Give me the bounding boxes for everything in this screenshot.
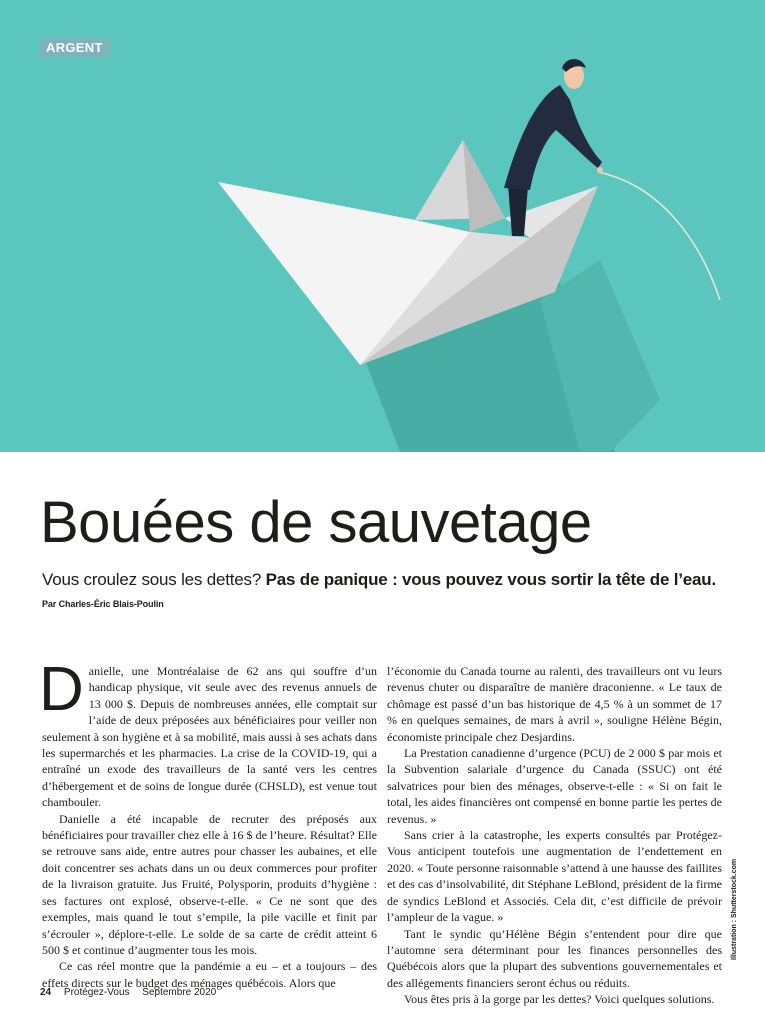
paragraph: Danielle a été incapable de recruter des préposés aux bénéficiaires pour travailler chez elle à 16 $ de l’heure. Résultat? Elle se retrouve sans aide, entre autres pour chasser les aubaines, et elle doit concentrer ses achats dans un ou deux commerces pour profiter de la livraison gratuite. Jus Fruité, Polysporin, produits d’hygiène : ses factures ont explosé, observe-t-elle. « Ce ne sont que des exemples, mais quand le tout s’empile, la pile vacille et finit par s’écrouler », déplore-t-elle. Le solde de sa carte de crédit atteint 6 500 $ et continue d’augmenter tous les mois. — [42, 811, 377, 957]
paper-boat-illustration — [0, 0, 765, 452]
drop-cap: D — [39, 655, 84, 724]
paragraph — [39, 655, 377, 811]
rope — [598, 172, 720, 300]
paragraph: Ce cas réel montre que la pandémie a eu – et a toujours – des effets directs sur le budget des ménages québécois. Alors que — [42, 959, 377, 990]
magazine-name: Protégez-Vous — [63, 987, 130, 998]
byline: Par Charles-Éric Blais-Poulin — [42, 599, 164, 609]
paragraph: Sans crier à la catastrophe, les experts consultés par Protégez-Vous anticipent toutefois une augmentation de l’endettement en 2020. « Toute personne raisonnable s’attend à une hausse des faillites et des cas d’insolvabilité, dit Stéphane LeBlond, président de la firme de syndics LeBlond et Associés. Cela dit, c’est difficile de prévoir l’ampleur de la vague. » — [387, 828, 722, 925]
illustration-credit: Illustration : Shutterstock.com — [731, 858, 738, 960]
deck-lead: Vous croulez sous les dettes? — [42, 570, 266, 589]
paragraph-text: anielle, une Montréalaise de 62 ans qui souffre d’un handicap physique, vit seule avec des revenus annuels de 13 000 $. Depuis de nombreuses années, elle comptait sur l’aide de deux préposées aux bénéficiaires pour veiller non seulement à son hygiène et à sa mobilité, mais aussi à ses achats dans les supermarchés et les pharmacies. La crise de la COVID-19, qui a entraîné un exode des travailleurs de la santé vers les centres d’hébergement et de soins de longue durée (CHSLD), est venue tout chambouler. — [42, 664, 377, 810]
article-title: Bouées de sauvetage — [40, 490, 592, 555]
issue-date: Septembre 2020 — [142, 987, 217, 998]
body-column-left — [39, 655, 377, 991]
page-number: 24 — [40, 987, 52, 998]
deck-bold: Pas de panique : vous pouvez vous sortir la tête de l’eau. — [265, 570, 716, 589]
paragraph: La Prestation canadienne d’urgence (PCU) de 2 000 $ par mois et la Subvention salariale d’urgence du Canada (SSUC) ont été salvatrices pour bien des ménages, observe-t-elle : « Si on fait le total, les aides financières ont compensé en bonne partie les pertes de revenus. » — [387, 746, 722, 826]
body-column-right — [387, 663, 722, 1008]
hero-illustration — [0, 0, 765, 452]
article-deck — [42, 569, 716, 591]
page-footer — [40, 986, 216, 1000]
paragraph: Vous êtes pris à la gorge par les dettes? Voici quelques solutions. — [404, 992, 715, 1007]
section-tag: ARGENT — [40, 38, 109, 58]
paragraph: Tant le syndic qu’Hélène Bégin s’entendent pour dire que l’automne sera déterminant pour les finances personnelles des Québécois alors que la plupart des subventions gouvernementales et des allégements financiers seront échus ou réduits. — [387, 926, 722, 990]
paragraph: l’économie du Canada tourne au ralenti, des travailleurs ont vu leurs revenus chuter ou disparaître de manière draconienne. « Le taux de chômage est passé d’un bas historique de 4,5 % à un sommet de 17 % en quelques semaines, de mars à avril », souligne Hélène Bégin, économiste principale chez Desjardins. — [387, 664, 722, 744]
